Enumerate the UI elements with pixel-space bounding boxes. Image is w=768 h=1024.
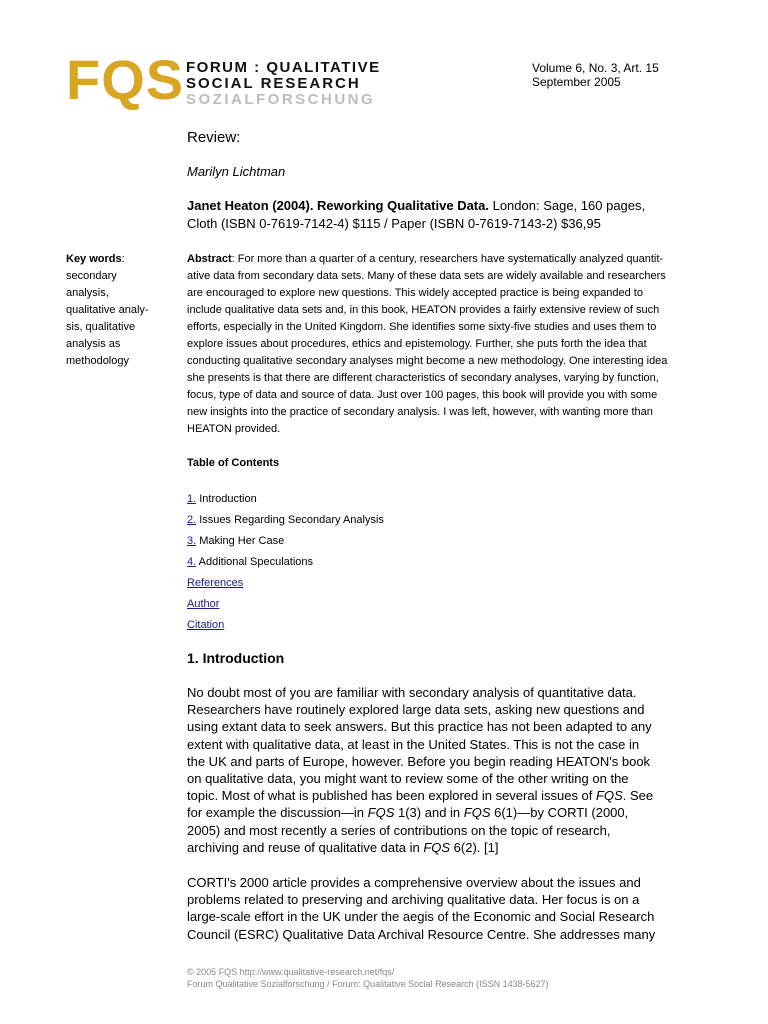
book-publisher: London: Sage, 160 pages,: [488, 198, 646, 213]
text-run: 1(3) and in: [394, 805, 464, 821]
abstract-line: HEATON provided.: [187, 423, 281, 435]
footer-copyright: © 2005 FQS http://www.qualitative-research.net/fqs/: [187, 967, 395, 977]
journal-abbrev: FQS: [463, 805, 491, 821]
paragraph-line: extent with qualitative data, at least in the United States. This is not the case in: [187, 736, 640, 752]
journal-abbrev: FQS: [423, 839, 451, 855]
abstract-line: ative data from secondary data sets. Many of these data sets are widely available and researchers: [187, 270, 666, 282]
abstract: [187, 251, 701, 438]
reviewer-name: Marilyn Lichtman: [187, 164, 286, 179]
toc-link-3[interactable]: 3.: [187, 535, 197, 547]
text-run: topic. Most of what is published has been explored in several issues of: [187, 788, 597, 804]
book-title: Janet Heaton (2004). Reworking Qualitative Data.: [187, 198, 489, 213]
text-run: 6(2). [1]: [450, 839, 499, 855]
paragraph-line: [187, 804, 705, 821]
toc-link-author[interactable]: Author: [187, 598, 220, 610]
toc-label: Introduction: [196, 493, 257, 505]
toc-label: Issues Regarding Secondary Analysis: [196, 514, 384, 526]
abstract-line: new insights into the practice of secondary analysis. I was left, however, with wanting more than: [187, 406, 653, 418]
text-run: archiving and reuse of qualitative data in: [187, 839, 424, 855]
book-reference: [187, 197, 707, 233]
toc-item-citation: [187, 618, 384, 639]
paragraph-1: [187, 684, 705, 856]
paragraph-line: Council (ESRC) Qualitative Data Archival Resource Centre. She addresses many: [187, 926, 656, 942]
paragraph-line: Researchers have routinely explored large data sets, asking new questions and: [187, 702, 645, 718]
paragraph-line: [187, 839, 705, 856]
table-of-contents: [187, 492, 384, 639]
paragraph-line: large-scale effort in the UK under the aegis of the Economic and Social Research: [187, 909, 655, 925]
issue-date: September 2005: [532, 75, 621, 89]
logo-line-forum: FORUM : QUALITATIVE: [186, 59, 381, 76]
abstract-line: she presents is that there are different characteristics of secondary analyses, varying by function,: [187, 372, 659, 384]
toc-link-2[interactable]: 2.: [187, 514, 197, 526]
abstract-line: explore issues about procedures, ethics and epistemology. Further, she puts forth the idea that: [187, 338, 647, 350]
paragraph-line: No doubt most of you are familiar with secondary analysis of quantitative data.: [187, 685, 637, 700]
book-isbn: Cloth (ISBN 0-7619-7142-4) $115 / Paper (ISBN 0-7619-7143-2) $36,95: [187, 216, 601, 231]
paragraph-line: using extant data to seek answers. But this practice has not been adapted to any: [187, 719, 652, 735]
fqs-logo-mark: FQS: [66, 48, 185, 111]
abstract-label: Abstract: [187, 253, 232, 265]
keyword-line: methodology: [66, 355, 129, 367]
keywords-colon: :: [121, 253, 125, 265]
toc-link-4[interactable]: 4.: [187, 556, 197, 568]
paragraph-line: CORTI's 2000 article provides a comprehensive overview about the issues and: [187, 875, 641, 890]
text-run: 6(1)—by CORTI (2000,: [490, 805, 629, 821]
toc-link-1[interactable]: 1.: [187, 493, 197, 505]
text-run: for example the discussion—in: [187, 805, 368, 821]
logo-line-sozialforschung: SOZIALFORSCHUNG: [186, 91, 376, 108]
toc-item-speculations: [187, 555, 384, 576]
journal-logo-text: [186, 60, 381, 107]
logo-line-social-research: SOCIAL RESEARCH: [186, 75, 361, 92]
toc-item-author: [187, 597, 384, 618]
toc-label: Additional Speculations: [196, 556, 313, 568]
toc-item-issues: [187, 513, 384, 534]
keyword-line: analysis as: [66, 338, 121, 350]
abstract-line: are encouraged to explore new questions. This widely accepted practice is being expanded to: [187, 287, 643, 299]
journal-abbrev: FQS: [596, 788, 623, 804]
paragraph-line: on qualitative data, you might want to review some of the other writing on the: [187, 771, 629, 787]
abstract-line: : For more than a quarter of a century, researchers have systematically analyzed quantit-: [231, 253, 664, 265]
issue-volume: Volume 6, No. 3, Art. 15: [532, 61, 659, 75]
toc-link-references[interactable]: References: [187, 577, 244, 589]
toc-item-references: [187, 576, 384, 597]
toc-item-making-her-case: [187, 534, 384, 555]
keyword-line: qualitative analy-: [66, 304, 149, 316]
toc-item-introduction: [187, 492, 384, 513]
abstract-line: conducting qualitative secondary analyses might become a new methodology. One interesting idea: [187, 355, 668, 367]
toc-link-citation[interactable]: Citation: [187, 619, 225, 631]
page-footer: [187, 966, 549, 990]
section-heading: 1. Introduction: [187, 650, 285, 666]
abstract-line: efforts, especially in the United Kingdom. She identifies some sixty-five studies and uses them to: [187, 321, 657, 333]
keyword-line: sis, qualitative: [66, 321, 136, 333]
toc-label: Making Her Case: [196, 535, 285, 547]
paragraph-line: 2005) and most recently a series of contributions on the topic of research,: [187, 822, 611, 838]
paragraph-line: problems related to preserving and archiving qualitative data. Her focus is on a: [187, 892, 640, 908]
review-label: Review:: [187, 129, 241, 146]
text-run: . See: [622, 788, 654, 804]
issue-info: [532, 61, 659, 89]
journal-abbrev: FQS: [367, 805, 395, 821]
keywords-sidebar: [66, 251, 176, 370]
toc-title: Table of Contents: [187, 457, 280, 469]
abstract-line: include qualitative data sets and, in this book, HEATON provides a fairly extensive review of such: [187, 304, 660, 316]
keyword-line: secondary: [66, 270, 117, 282]
footer-journal: Forum Qualitative Sozialforschung / Forum: Qualitative Social Research (ISSN 1438-5627): [187, 979, 549, 989]
paragraph-line: [187, 787, 705, 804]
keyword-line: analysis,: [66, 287, 109, 299]
paragraph-2: [187, 874, 705, 943]
paragraph-line: the UK and parts of Europe, however. Before you begin reading HEATON's book: [187, 753, 651, 769]
abstract-line: focus, type of data and source of data. Just over 100 pages, this book will provide you with some: [187, 389, 658, 401]
keywords-title: Key words: [66, 253, 122, 265]
